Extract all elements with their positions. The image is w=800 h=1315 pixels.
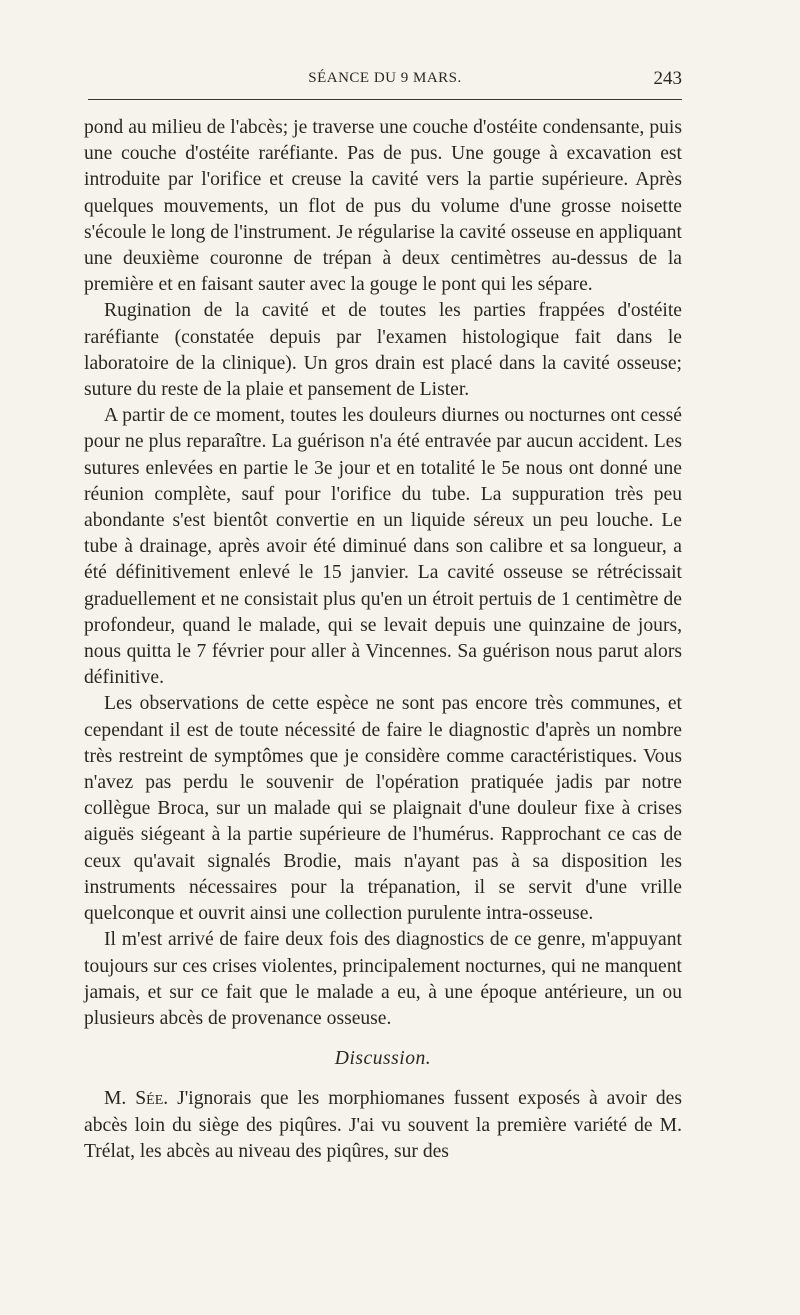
discussion-paragraph: [84, 1086, 682, 1165]
running-head: [88, 70, 682, 94]
paragraph: A partir de ce moment, toutes les douleurs diurnes ou nocturnes ont cessé pour ne plus reparaître. La guérison n'a été entravée par aucun accident. Les sutures enlevées en partie le 3e jour et en totalité le 5e nous ont donné une réunion complète, sauf pour l'orifice du tube. La suppuration très peu abondante s'est bientôt convertie en un liquide séreux un peu louche. Le tube à drainage, après avoir été diminué dans son calibre et sa longueur, a été définitivement enlevé le 15 janvier. La cavité osseuse se rétrécissait graduellement et ne consistait plus qu'en un étroit pertuis de 1 centimètre de profondeur, quand le malade, qui se levait depuis une quinzaine de jours, nous quitta le 7 février pour aller à Vincennes. Sa guérison nous parut alors définitive.: [84, 405, 682, 689]
section-heading: Discussion.: [334, 1048, 432, 1070]
paragraph: pond au milieu de l'abcès; je traverse une couche d'ostéite condensante, puis une couche d'ostéite raréfiante. Pas de pus. Une gouge à excavation est introduite par l'orifice et creuse la cavité vers la partie supérieure. Après quelques mouvements, un flot de pus du volume d'une grosse noisette s'écoule le long de l'instrument. Je régularise la cavité osseuse en appliquant une deuxième couronne de trépan à deux centimètres au-dessus de la première et en faisant sauter avec la gouge le pont qui les sépare.: [84, 117, 682, 296]
page-number: 243: [653, 68, 682, 89]
speaker-name: M. Sée.: [104, 1088, 169, 1110]
discussion-text: J'ignorais que les morphiomanes fussent exposés à avoir des abcès loin du siège des piqûres. J'ai vu souvent la première variété de M. Trélat, les abcès au niveau des piqûres, sur des: [84, 1088, 682, 1162]
paragraph: Les observations de cette espèce ne sont pas encore très communes, et cependant il est de toute nécessité de faire le diagnostic d'après un nombre très restreint de symptômes que je considère comme caractéristiques. Vous n'avez pas perdu le souvenir de l'opération pratiquée jadis par notre collègue Broca, sur un malade qui se plaignait d'une douleur fixe à crises aiguës siégeant à la partie supérieure de l'humérus. Rapprochant ce cas de ceux qu'avait signalés Brodie, mais n'ayant pas à sa disposition les instruments nécessaires pour la trépanation, il se servit d'une vrille quelconque et ouvrit ainsi une collection purulente intra-osseuse.: [84, 693, 682, 925]
paragraph: Rugination de la cavité et de toutes les parties frappées d'ostéite raréfiante (constatée depuis par l'examen histologique fait dans le laboratoire de la clinique). Un gros drain est placé dans la cavité osseuse; suture du reste de la plaie et pansement de Lister.: [84, 300, 682, 401]
paragraph: Il m'est arrivé de faire deux fois des diagnostics de ce genre, m'appuyant toujours sur ces crises violentes, principalement nocturnes, qui ne manquent jamais, et sur ce fait que le malade a eu, à une époque antérieure, un ou plusieurs abcès de provenance osseuse.: [84, 929, 682, 1029]
running-title: SÉANCE DU 9 MARS.: [308, 70, 462, 86]
body-text: [84, 115, 682, 1165]
header-rule: [88, 99, 682, 100]
